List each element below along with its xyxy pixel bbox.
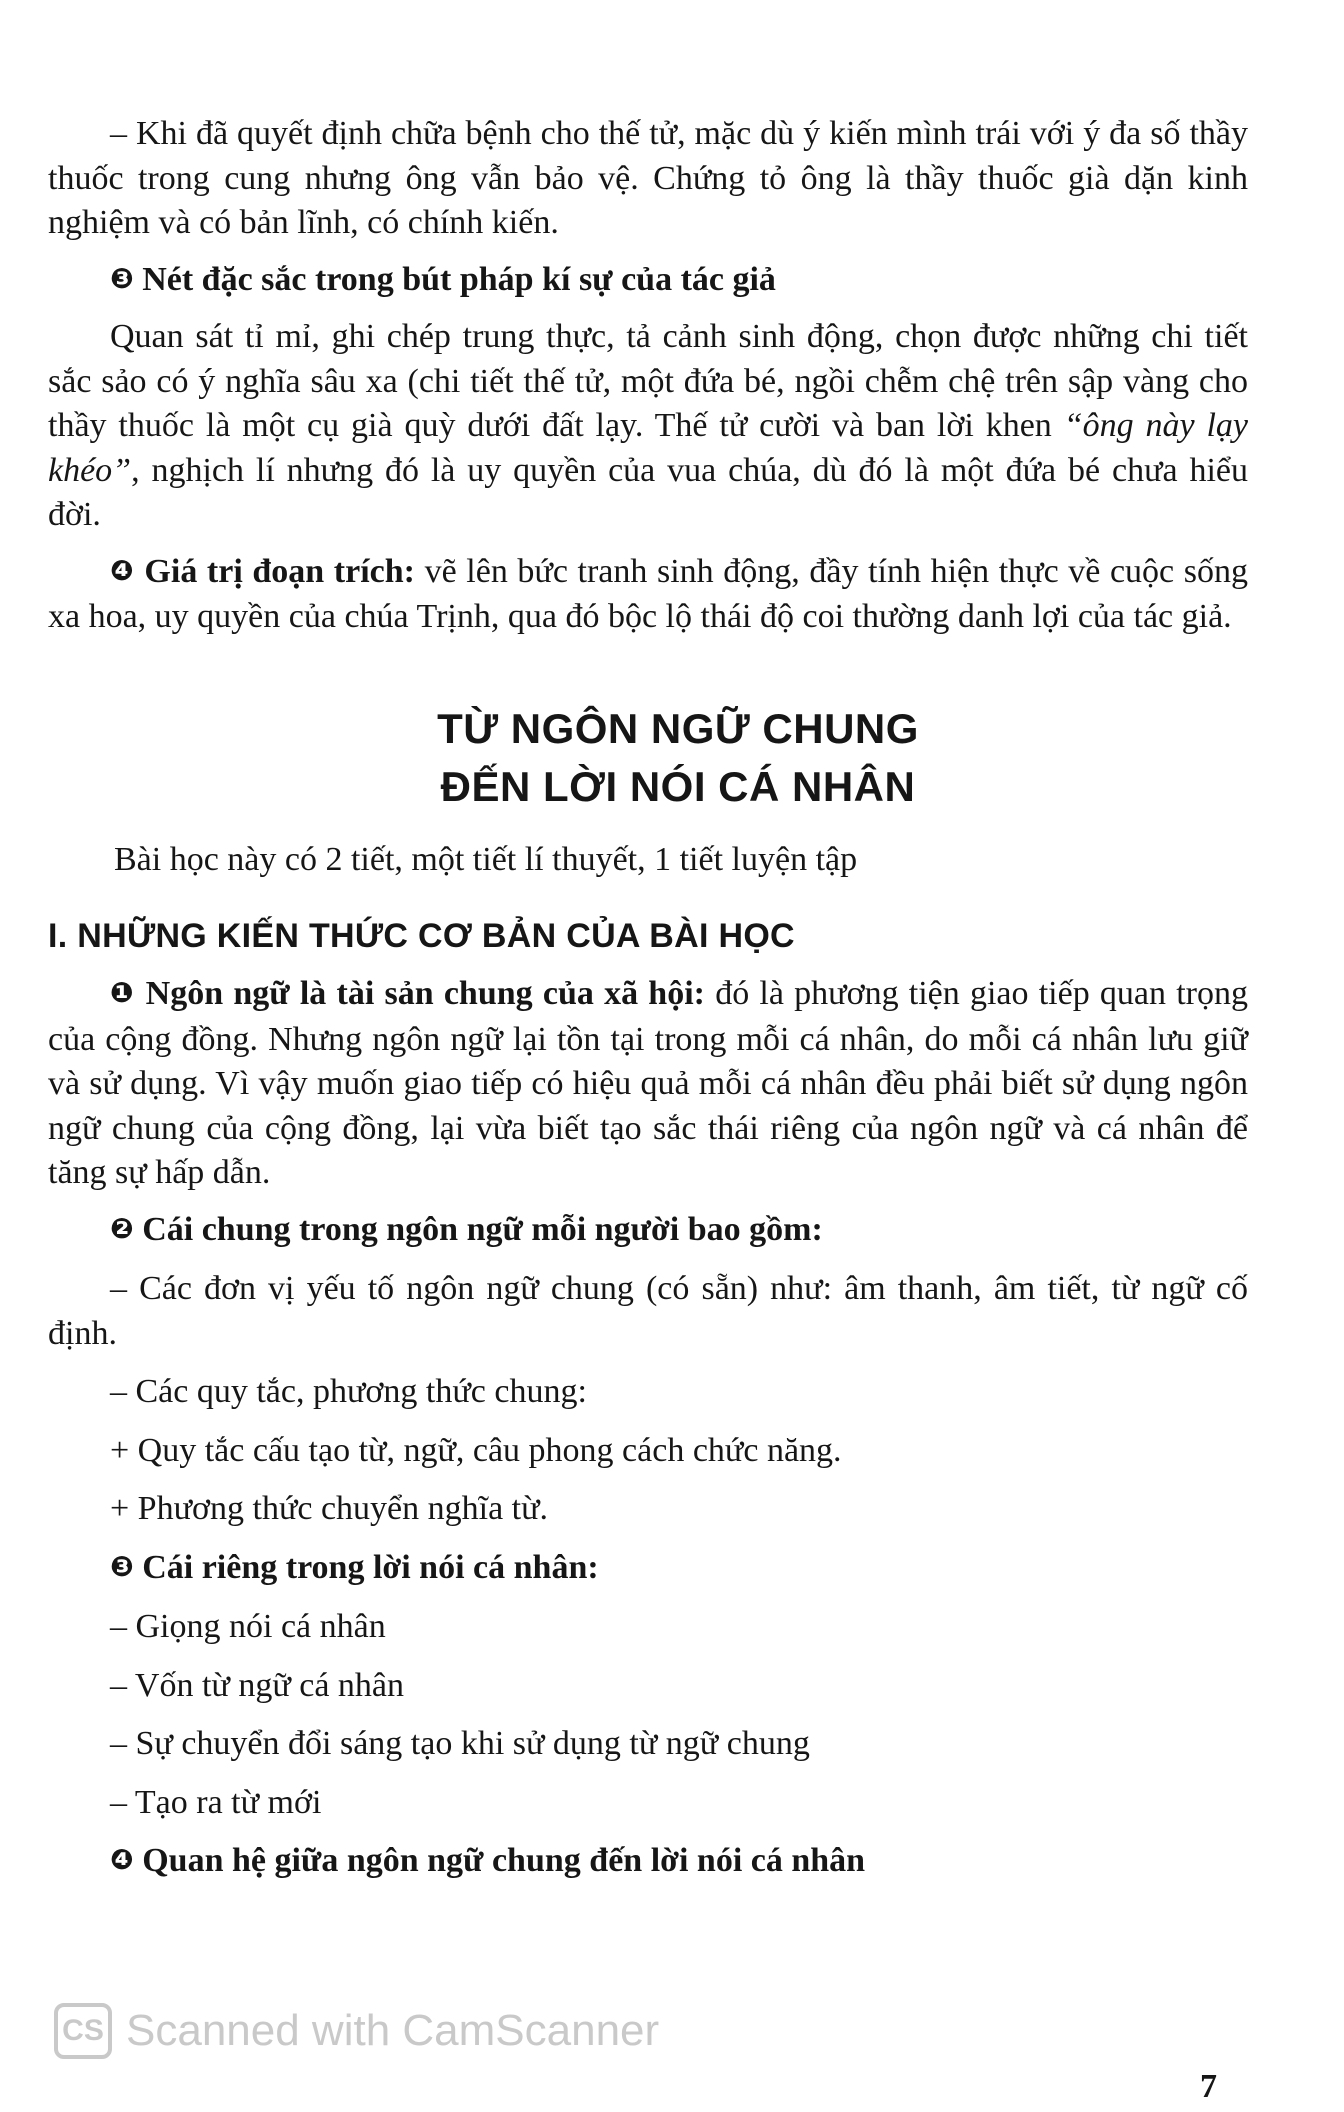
paragraph-text: , nghịch lí nhưng đó là uy quyền của vua chúa, dù đó là một đứa bé chưa hiểu đời. <box>48 451 1248 533</box>
item-3-writing-style-heading <box>48 258 1248 304</box>
list-item: – Sự chuyển đổi sáng tạo khi sử dụng từ ngữ chung <box>110 1725 810 1762</box>
circled-number-1-icon: ❶ <box>110 976 136 1009</box>
list-item: – Các đơn vị yếu tố ngôn ngữ chung (có sẵn) như: âm thanh, âm tiết, từ ngữ cố định. <box>48 1270 1248 1352</box>
paragraph-doctor-opinion: – Khi đã quyết định chữa bệnh cho thế tử, mặc dù ý kiến mình trái với ý đa số thầy thuốc trong cung nhưng ông vẫn bảo vệ. Chứng tỏ ông là thầy thuốc già dặn kinh nghiệm và có bản lĩnh, có chính kiến. <box>48 115 1248 241</box>
item-text: đó là phương tiện giao tiếp quan trọng của cộng đồng. Nhưng ngôn ngữ lại tồn tại trong mỗi cá nhân, do mỗi cá nhân lưu giữ và sử dụng. Vì vậy muốn giao tiếp có hiệu quả mỗi cá nhân đều phải biết sử dụng ngôn ngữ chung của cộng đồng, lại vừa biết tạo sắc thái riêng của ngôn ngữ và cá nhân để tăng sự hấp dẫn. <box>48 975 1248 1191</box>
heading-text: Cái chung trong ngôn ngữ mỗi người bao gồm: <box>142 1210 823 1248</box>
lesson-intro: Bài học này có 2 tiết, một tiết lí thuyết, 1 tiết luyện tập <box>114 840 858 878</box>
camscanner-watermark <box>54 2003 659 2059</box>
heading-text: Quan hệ giữa ngôn ngữ chung đến lời nói cá nhân <box>142 1842 866 1879</box>
item-label: Giá trị đoạn trích: <box>144 552 415 590</box>
circled-number-3-icon: ❸ <box>110 1549 134 1583</box>
list-item: + Quy tắc cấu tạo từ, ngữ, câu phong cách chức năng. <box>110 1431 842 1469</box>
heading-text: Cái riêng trong lời nói cá nhân: <box>142 1548 599 1586</box>
camscanner-logo-icon: CS <box>54 2003 112 2059</box>
list-item: – Vốn từ ngữ cá nhân <box>110 1666 405 1704</box>
lesson-title <box>48 700 1248 816</box>
paragraph-writing-style <box>48 315 1248 538</box>
lesson-title-line-1: TỪ NGÔN NGỮ CHUNG <box>437 704 919 752</box>
item-text: vẽ lên bức tranh sinh động, đầy tính hiện thực về cuộc sống xa hoa, uy quyền của chúa Trịnh, qua đó bộc lộ thái độ coi thường danh lợi của tác giả. <box>48 552 1248 635</box>
heading-text: Nét đặc sắc trong bút pháp kí sự của tác giả <box>142 260 776 298</box>
item-4-excerpt-value <box>48 550 1248 640</box>
list-item: – Giọng nói cá nhân <box>110 1608 386 1645</box>
document-page <box>48 112 1248 1885</box>
item-4-heading <box>48 1839 1248 1885</box>
item-2-heading <box>48 1208 1248 1254</box>
circled-number-3-icon: ❸ <box>110 261 134 295</box>
section-heading: I. NHỮNG KIẾN THỨC CƠ BẢN CỦA BÀI HỌC <box>48 917 795 955</box>
item-1-language-common-property <box>48 972 1248 1196</box>
circled-number-4-icon: ❹ <box>110 553 135 587</box>
list-item: + Phương thức chuyển nghĩa từ. <box>110 1490 549 1527</box>
item-label: Ngôn ngữ là tài sản chung của xã hội: <box>145 975 705 1012</box>
lesson-title-line-2: ĐẾN LỜI NÓI CÁ NHÂN <box>440 762 916 810</box>
watermark-text: Scanned with CamScanner <box>126 2006 660 2055</box>
circled-number-4-icon: ❹ <box>110 1843 134 1876</box>
paragraph-text: Quan sát tỉ mỉ, ghi chép trung thực, tả cảnh sinh động, chọn được những chi tiết sắc sảo có ý nghĩa sâu xa (chi tiết thế tử, một đứa bé, ngồi chễm chệ trên sập vàng cho thầy thuốc là một cụ già quỳ dưới đất lạy. Thế tử cười và ban lời khen <box>48 318 1248 444</box>
quote-text: “ông này lạy khéo” <box>48 407 1249 489</box>
circled-number-2-icon: ❷ <box>110 1211 134 1245</box>
page-number: 7 <box>1200 2068 1217 2105</box>
list-item: – Các quy tắc, phương thức chung: <box>110 1373 587 1410</box>
item-3-heading <box>48 1546 1248 1592</box>
list-item: – Tạo ra từ mới <box>110 1783 322 1821</box>
